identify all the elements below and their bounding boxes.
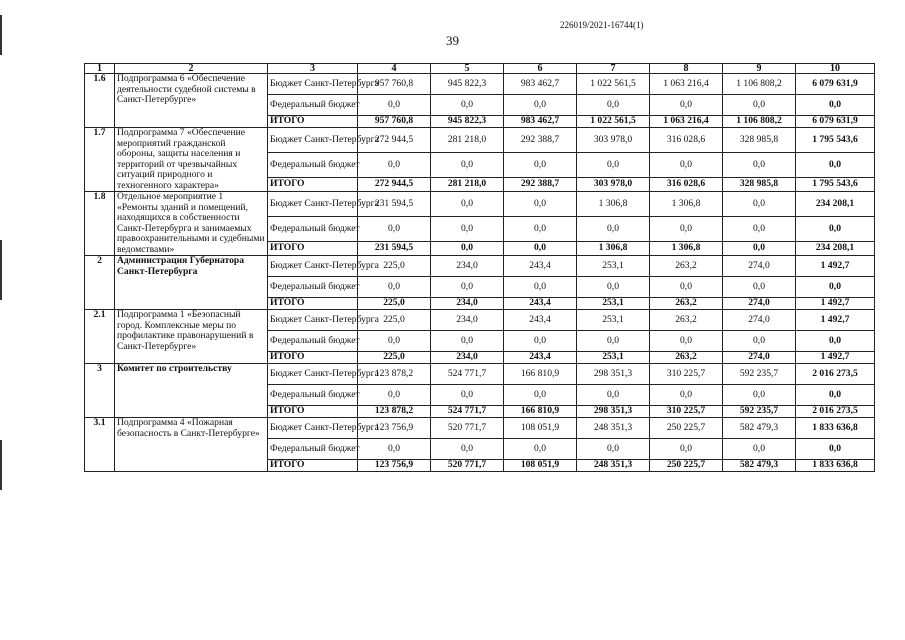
funding-source: Бюджет Санкт-Петербурга <box>268 256 358 277</box>
total-value-cell: 1 492,7 <box>796 310 875 331</box>
value-cell: 1 022 561,5 <box>577 116 650 128</box>
value-cell: 0,0 <box>504 95 577 116</box>
value-cell: 0,0 <box>431 216 504 241</box>
value-cell: 243,4 <box>504 256 577 277</box>
column-header: 6 <box>504 64 577 74</box>
value-cell: 0,0 <box>650 331 723 352</box>
column-header: 9 <box>723 64 796 74</box>
table-row <box>85 310 875 331</box>
program-name: Администрация Губернатора Санкт-Петербурга <box>115 256 268 310</box>
value-cell: 253,1 <box>577 310 650 331</box>
total-value-cell: 1 833 636,8 <box>796 418 875 439</box>
value-cell: 1 063 216,4 <box>650 74 723 95</box>
value-cell: 0,0 <box>504 216 577 241</box>
value-cell: 0,0 <box>577 95 650 116</box>
value-cell: 253,1 <box>577 298 650 310</box>
value-cell: 0,0 <box>431 331 504 352</box>
value-cell: 243,4 <box>504 298 577 310</box>
column-header: 7 <box>577 64 650 74</box>
value-cell: 0,0 <box>650 152 723 177</box>
value-cell: 0,0 <box>431 277 504 298</box>
row-number: 1.8 <box>85 192 115 256</box>
value-cell: 0,0 <box>650 216 723 241</box>
value-cell: 316 028,6 <box>650 177 723 191</box>
value-cell: 231 594,5 <box>358 241 431 255</box>
total-value-cell: 234 208,1 <box>796 241 875 255</box>
value-cell: 983 462,7 <box>504 116 577 128</box>
value-cell: 0,0 <box>358 439 431 460</box>
value-cell: 1 106 808,2 <box>723 116 796 128</box>
table-row <box>85 74 875 95</box>
value-cell: 303 978,0 <box>577 177 650 191</box>
value-cell: 166 810,9 <box>504 406 577 418</box>
value-cell: 945 822,3 <box>431 74 504 95</box>
value-cell: 281 218,0 <box>431 128 504 153</box>
value-cell: 520 771,7 <box>431 460 504 472</box>
value-cell: 123 756,9 <box>358 418 431 439</box>
value-cell: 225,0 <box>358 298 431 310</box>
table-row <box>85 128 875 153</box>
value-cell: 1 106 808,2 <box>723 74 796 95</box>
value-cell: 0,0 <box>577 331 650 352</box>
total-value-cell: 0,0 <box>796 439 875 460</box>
table-row <box>85 364 875 385</box>
value-cell: 0,0 <box>723 331 796 352</box>
total-value-cell: 234 208,1 <box>796 192 875 217</box>
value-cell: 274,0 <box>723 256 796 277</box>
value-cell: 234,0 <box>431 298 504 310</box>
value-cell: 263,2 <box>650 256 723 277</box>
funding-source: ИТОГО <box>268 177 358 191</box>
value-cell: 234,0 <box>431 256 504 277</box>
value-cell: 0,0 <box>577 216 650 241</box>
value-cell: 0,0 <box>723 216 796 241</box>
row-number: 2 <box>85 256 115 310</box>
value-cell: 123 756,9 <box>358 460 431 472</box>
funding-source: ИТОГО <box>268 406 358 418</box>
funding-source: ИТОГО <box>268 298 358 310</box>
value-cell: 225,0 <box>358 310 431 331</box>
value-cell: 250 225,7 <box>650 460 723 472</box>
total-value-cell: 1 492,7 <box>796 298 875 310</box>
budget-table <box>84 63 875 472</box>
column-header: 8 <box>650 64 723 74</box>
funding-source: ИТОГО <box>268 241 358 255</box>
page-number: 39 <box>446 33 459 48</box>
value-cell: 0,0 <box>504 241 577 255</box>
value-cell: 1 306,8 <box>577 192 650 217</box>
total-value-cell: 1 795 543,6 <box>796 128 875 153</box>
value-cell: 292 388,7 <box>504 128 577 153</box>
value-cell: 108 051,9 <box>504 460 577 472</box>
document-id: 226019/2021-16744(1) <box>560 20 644 30</box>
value-cell: 0,0 <box>650 439 723 460</box>
scan-edge-mark <box>0 15 2 55</box>
value-cell: 225,0 <box>358 256 431 277</box>
value-cell: 123 878,2 <box>358 364 431 385</box>
funding-source: Федеральный бюджет <box>268 439 358 460</box>
total-value-cell: 6 079 631,9 <box>796 116 875 128</box>
value-cell: 0,0 <box>723 192 796 217</box>
program-name: Отдельное мероприятие 1 «Ремонты зданий и помещений, находящихся в собственности Санкт-Петербурга и занимаемых правоохранительными и судебными ведомствами» <box>115 192 268 256</box>
column-header: 1 <box>85 64 115 74</box>
value-cell: 274,0 <box>723 310 796 331</box>
column-header: 3 <box>268 64 358 74</box>
value-cell: 592 235,7 <box>723 406 796 418</box>
column-header-row <box>85 64 875 74</box>
funding-source: Федеральный бюджет <box>268 95 358 116</box>
value-cell: 0,0 <box>577 152 650 177</box>
value-cell: 292 388,7 <box>504 177 577 191</box>
value-cell: 582 479,3 <box>723 460 796 472</box>
program-name: Подпрограмма 6 «Обеспечение деятельности судебной системы в Санкт-Петербурге» <box>115 74 268 128</box>
table-row <box>85 418 875 439</box>
value-cell: 0,0 <box>504 385 577 406</box>
value-cell: 0,0 <box>650 385 723 406</box>
funding-source: Федеральный бюджет <box>268 385 358 406</box>
funding-source: Федеральный бюджет <box>268 277 358 298</box>
value-cell: 248 351,3 <box>577 418 650 439</box>
funding-source: Федеральный бюджет <box>268 152 358 177</box>
value-cell: 272 944,5 <box>358 177 431 191</box>
value-cell: 0,0 <box>504 152 577 177</box>
funding-source: Бюджет Санкт-Петербурга <box>268 192 358 217</box>
value-cell: 310 225,7 <box>650 406 723 418</box>
value-cell: 0,0 <box>723 439 796 460</box>
value-cell: 1 022 561,5 <box>577 74 650 95</box>
funding-source: Федеральный бюджет <box>268 331 358 352</box>
row-number: 2.1 <box>85 310 115 364</box>
value-cell: 303 978,0 <box>577 128 650 153</box>
value-cell: 0,0 <box>358 331 431 352</box>
total-value-cell: 0,0 <box>796 216 875 241</box>
value-cell: 272 944,5 <box>358 128 431 153</box>
value-cell: 310 225,7 <box>650 364 723 385</box>
value-cell: 0,0 <box>723 277 796 298</box>
value-cell: 1 306,8 <box>650 241 723 255</box>
value-cell: 582 479,3 <box>723 418 796 439</box>
value-cell: 0,0 <box>723 152 796 177</box>
value-cell: 957 760,8 <box>358 74 431 95</box>
value-cell: 253,1 <box>577 256 650 277</box>
value-cell: 945 822,3 <box>431 116 504 128</box>
value-cell: 524 771,7 <box>431 364 504 385</box>
total-value-cell: 0,0 <box>796 385 875 406</box>
value-cell: 0,0 <box>504 331 577 352</box>
funding-source: Бюджет Санкт-Петербурга <box>268 128 358 153</box>
scan-edge-mark <box>0 240 2 300</box>
value-cell: 248 351,3 <box>577 460 650 472</box>
value-cell: 0,0 <box>504 192 577 217</box>
value-cell: 250 225,7 <box>650 418 723 439</box>
value-cell: 298 351,3 <box>577 364 650 385</box>
value-cell: 957 760,8 <box>358 116 431 128</box>
row-number: 1.6 <box>85 74 115 128</box>
total-value-cell: 1 492,7 <box>796 256 875 277</box>
value-cell: 253,1 <box>577 352 650 364</box>
value-cell: 281 218,0 <box>431 177 504 191</box>
column-header: 10 <box>796 64 875 74</box>
value-cell: 0,0 <box>577 439 650 460</box>
value-cell: 298 351,3 <box>577 406 650 418</box>
value-cell: 123 878,2 <box>358 406 431 418</box>
total-value-cell: 0,0 <box>796 95 875 116</box>
program-name: Подпрограмма 7 «Обеспечение мероприятий гражданской обороны, защиты населения и территорий от чрезвычайных ситуаций природного и техногенного характера» <box>115 128 268 192</box>
value-cell: 520 771,7 <box>431 418 504 439</box>
program-name: Комитет по строительству <box>115 364 268 418</box>
value-cell: 274,0 <box>723 298 796 310</box>
value-cell: 231 594,5 <box>358 192 431 217</box>
value-cell: 263,2 <box>650 352 723 364</box>
row-number: 3.1 <box>85 418 115 472</box>
value-cell: 0,0 <box>431 385 504 406</box>
funding-source: Бюджет Санкт-Петербурга <box>268 418 358 439</box>
value-cell: 0,0 <box>504 277 577 298</box>
value-cell: 328 985,8 <box>723 177 796 191</box>
total-value-cell: 0,0 <box>796 152 875 177</box>
total-value-cell: 2 016 273,5 <box>796 364 875 385</box>
total-value-cell: 0,0 <box>796 331 875 352</box>
value-cell: 1 306,8 <box>577 241 650 255</box>
value-cell: 274,0 <box>723 352 796 364</box>
total-value-cell: 1 795 543,6 <box>796 177 875 191</box>
column-header: 2 <box>115 64 268 74</box>
value-cell: 1 306,8 <box>650 192 723 217</box>
value-cell: 0,0 <box>577 385 650 406</box>
value-cell: 166 810,9 <box>504 364 577 385</box>
total-value-cell: 0,0 <box>796 277 875 298</box>
funding-source: Бюджет Санкт-Петербурга <box>268 364 358 385</box>
row-number: 3 <box>85 364 115 418</box>
funding-source: ИТОГО <box>268 352 358 364</box>
funding-source: Федеральный бюджет <box>268 216 358 241</box>
value-cell: 0,0 <box>723 95 796 116</box>
scan-edge-mark <box>0 440 2 490</box>
column-header: 4 <box>358 64 431 74</box>
total-value-cell: 1 833 636,8 <box>796 460 875 472</box>
value-cell: 0,0 <box>650 95 723 116</box>
value-cell: 225,0 <box>358 352 431 364</box>
value-cell: 108 051,9 <box>504 418 577 439</box>
funding-source: ИТОГО <box>268 116 358 128</box>
value-cell: 592 235,7 <box>723 364 796 385</box>
row-number: 1.7 <box>85 128 115 192</box>
value-cell: 263,2 <box>650 298 723 310</box>
value-cell: 0,0 <box>358 152 431 177</box>
total-value-cell: 6 079 631,9 <box>796 74 875 95</box>
value-cell: 0,0 <box>431 241 504 255</box>
value-cell: 0,0 <box>504 439 577 460</box>
total-value-cell: 1 492,7 <box>796 352 875 364</box>
table-row <box>85 192 875 217</box>
program-name: Подпрограмма 1 «Безопасный город. Комплексные меры по профилактике правонарушений в Санкт-Петербурге» <box>115 310 268 364</box>
value-cell: 0,0 <box>431 152 504 177</box>
value-cell: 524 771,7 <box>431 406 504 418</box>
value-cell: 243,4 <box>504 352 577 364</box>
table-body <box>85 74 875 472</box>
value-cell: 0,0 <box>358 95 431 116</box>
value-cell: 1 063 216,4 <box>650 116 723 128</box>
value-cell: 0,0 <box>431 192 504 217</box>
value-cell: 243,4 <box>504 310 577 331</box>
total-value-cell: 2 016 273,5 <box>796 406 875 418</box>
value-cell: 0,0 <box>650 277 723 298</box>
value-cell: 0,0 <box>358 277 431 298</box>
value-cell: 0,0 <box>431 439 504 460</box>
value-cell: 234,0 <box>431 310 504 331</box>
program-name: Подпрограмма 4 «Пожарная безопасность в Санкт-Петербурге» <box>115 418 268 472</box>
value-cell: 0,0 <box>431 95 504 116</box>
funding-source: Бюджет Санкт-Петербурга <box>268 310 358 331</box>
funding-source: ИТОГО <box>268 460 358 472</box>
value-cell: 234,0 <box>431 352 504 364</box>
funding-source: Бюджет Санкт-Петербурга <box>268 74 358 95</box>
value-cell: 0,0 <box>723 241 796 255</box>
table-row <box>85 256 875 277</box>
value-cell: 983 462,7 <box>504 74 577 95</box>
value-cell: 0,0 <box>723 385 796 406</box>
column-header: 5 <box>431 64 504 74</box>
value-cell: 0,0 <box>577 277 650 298</box>
value-cell: 263,2 <box>650 310 723 331</box>
value-cell: 316 028,6 <box>650 128 723 153</box>
value-cell: 0,0 <box>358 385 431 406</box>
value-cell: 328 985,8 <box>723 128 796 153</box>
value-cell: 0,0 <box>358 216 431 241</box>
